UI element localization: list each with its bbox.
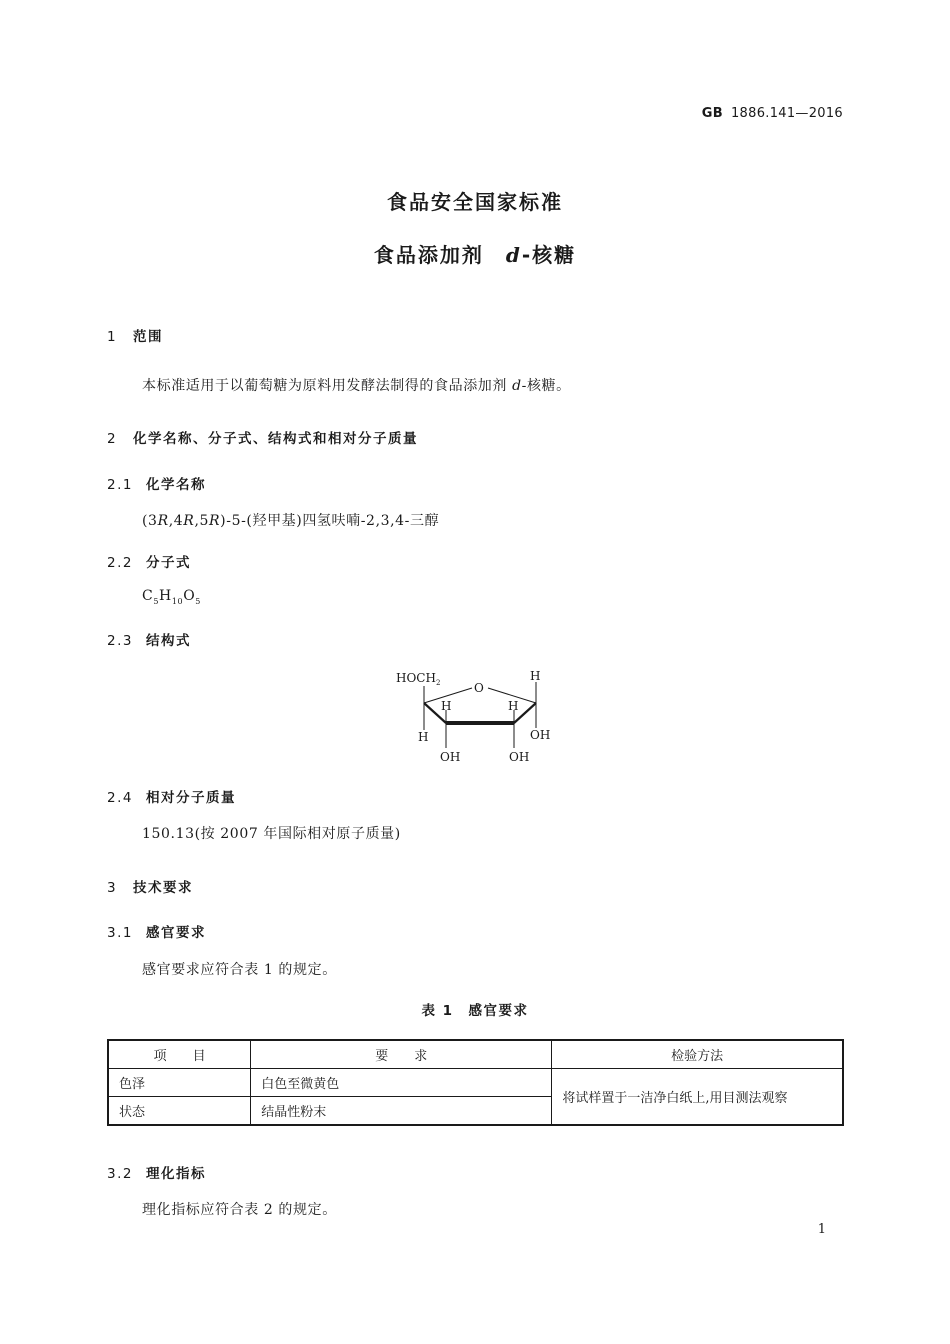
row-method: 将试样置于一洁净白纸上,用目测法观察 xyxy=(552,1069,843,1126)
standard-number xyxy=(702,106,843,121)
section-1-body: 本标准适用于以葡萄糖为原料用发酵法制得的食品添加剂 d-核糖。 xyxy=(142,378,571,394)
document-subtitle xyxy=(0,239,950,268)
subtitle-suffix: -核糖 xyxy=(521,243,577,267)
standard-prefix: GB xyxy=(701,106,723,121)
section-2-heading: 2 化学名称、分子式、结构式和相对分子质量 xyxy=(107,431,418,447)
section-3-1-body: 感官要求应符合表 1 的规定。 xyxy=(142,962,337,978)
structural-formula xyxy=(390,660,570,770)
document-title: 食品安全国家标准 xyxy=(387,190,563,214)
section-2-1-heading: 2.1 化学名称 xyxy=(107,477,206,493)
table-row xyxy=(108,1069,843,1097)
molecular-formula: $C_5H_{10}O_5$ xyxy=(142,588,201,606)
section-2-4-heading: 2.4 相对分子质量 xyxy=(107,790,236,806)
section-3-1-heading: 3.1 感官要求 xyxy=(107,925,206,941)
row-requirement: 结晶性粉末 xyxy=(251,1097,552,1126)
standard-code: 1886.141—2016 xyxy=(730,106,843,121)
section-2-2-heading: 2.2 分子式 xyxy=(107,555,191,571)
section-3-heading: 3 技术要求 xyxy=(107,880,193,896)
section-2-3-heading: 2.3 结构式 xyxy=(107,633,191,649)
section-1-heading: 1 范围 xyxy=(107,329,163,345)
chemical-name: (3R,4R,5R)-5-(羟甲基)四氢呋喃-2,3,4-三醇 xyxy=(142,513,440,529)
subtitle-prefix: 食品添加剂 xyxy=(373,243,484,267)
oh-left-bottom-label: OH xyxy=(440,750,461,764)
h-inner-right-label: H xyxy=(508,699,519,713)
section-3-2-body: 理化指标应符合表 2 的规定。 xyxy=(142,1202,337,1218)
table-1-caption: 表 1 感官要求 xyxy=(421,1003,529,1019)
row-requirement: 白色至微黄色 xyxy=(251,1069,552,1097)
header-item: 项 目 xyxy=(108,1040,251,1069)
row-item: 色泽 xyxy=(108,1069,251,1097)
h-bottom-label: H xyxy=(418,730,429,744)
sensory-requirements-table xyxy=(107,1039,844,1126)
header-requirement: 要 求 xyxy=(251,1040,552,1069)
hoch2-label: $HOCH_2$ xyxy=(396,671,441,687)
page-number: 1 xyxy=(817,1222,826,1237)
subtitle-italic: d xyxy=(505,243,522,267)
header-method: 检验方法 xyxy=(552,1040,843,1069)
oh-right-bottom-label: OH xyxy=(509,750,530,764)
section-3-2-heading: 3.2 理化指标 xyxy=(107,1166,206,1182)
h-top-label: H xyxy=(530,669,541,683)
ring-oxygen-label: O xyxy=(474,681,484,695)
molecular-mass: 150.13(按 2007 年国际相对原子质量) xyxy=(142,826,401,842)
h-inner-left-label: H xyxy=(441,699,452,713)
table-header-row xyxy=(108,1040,843,1069)
row-item: 状态 xyxy=(108,1097,251,1126)
oh-right-label: OH xyxy=(530,728,551,742)
